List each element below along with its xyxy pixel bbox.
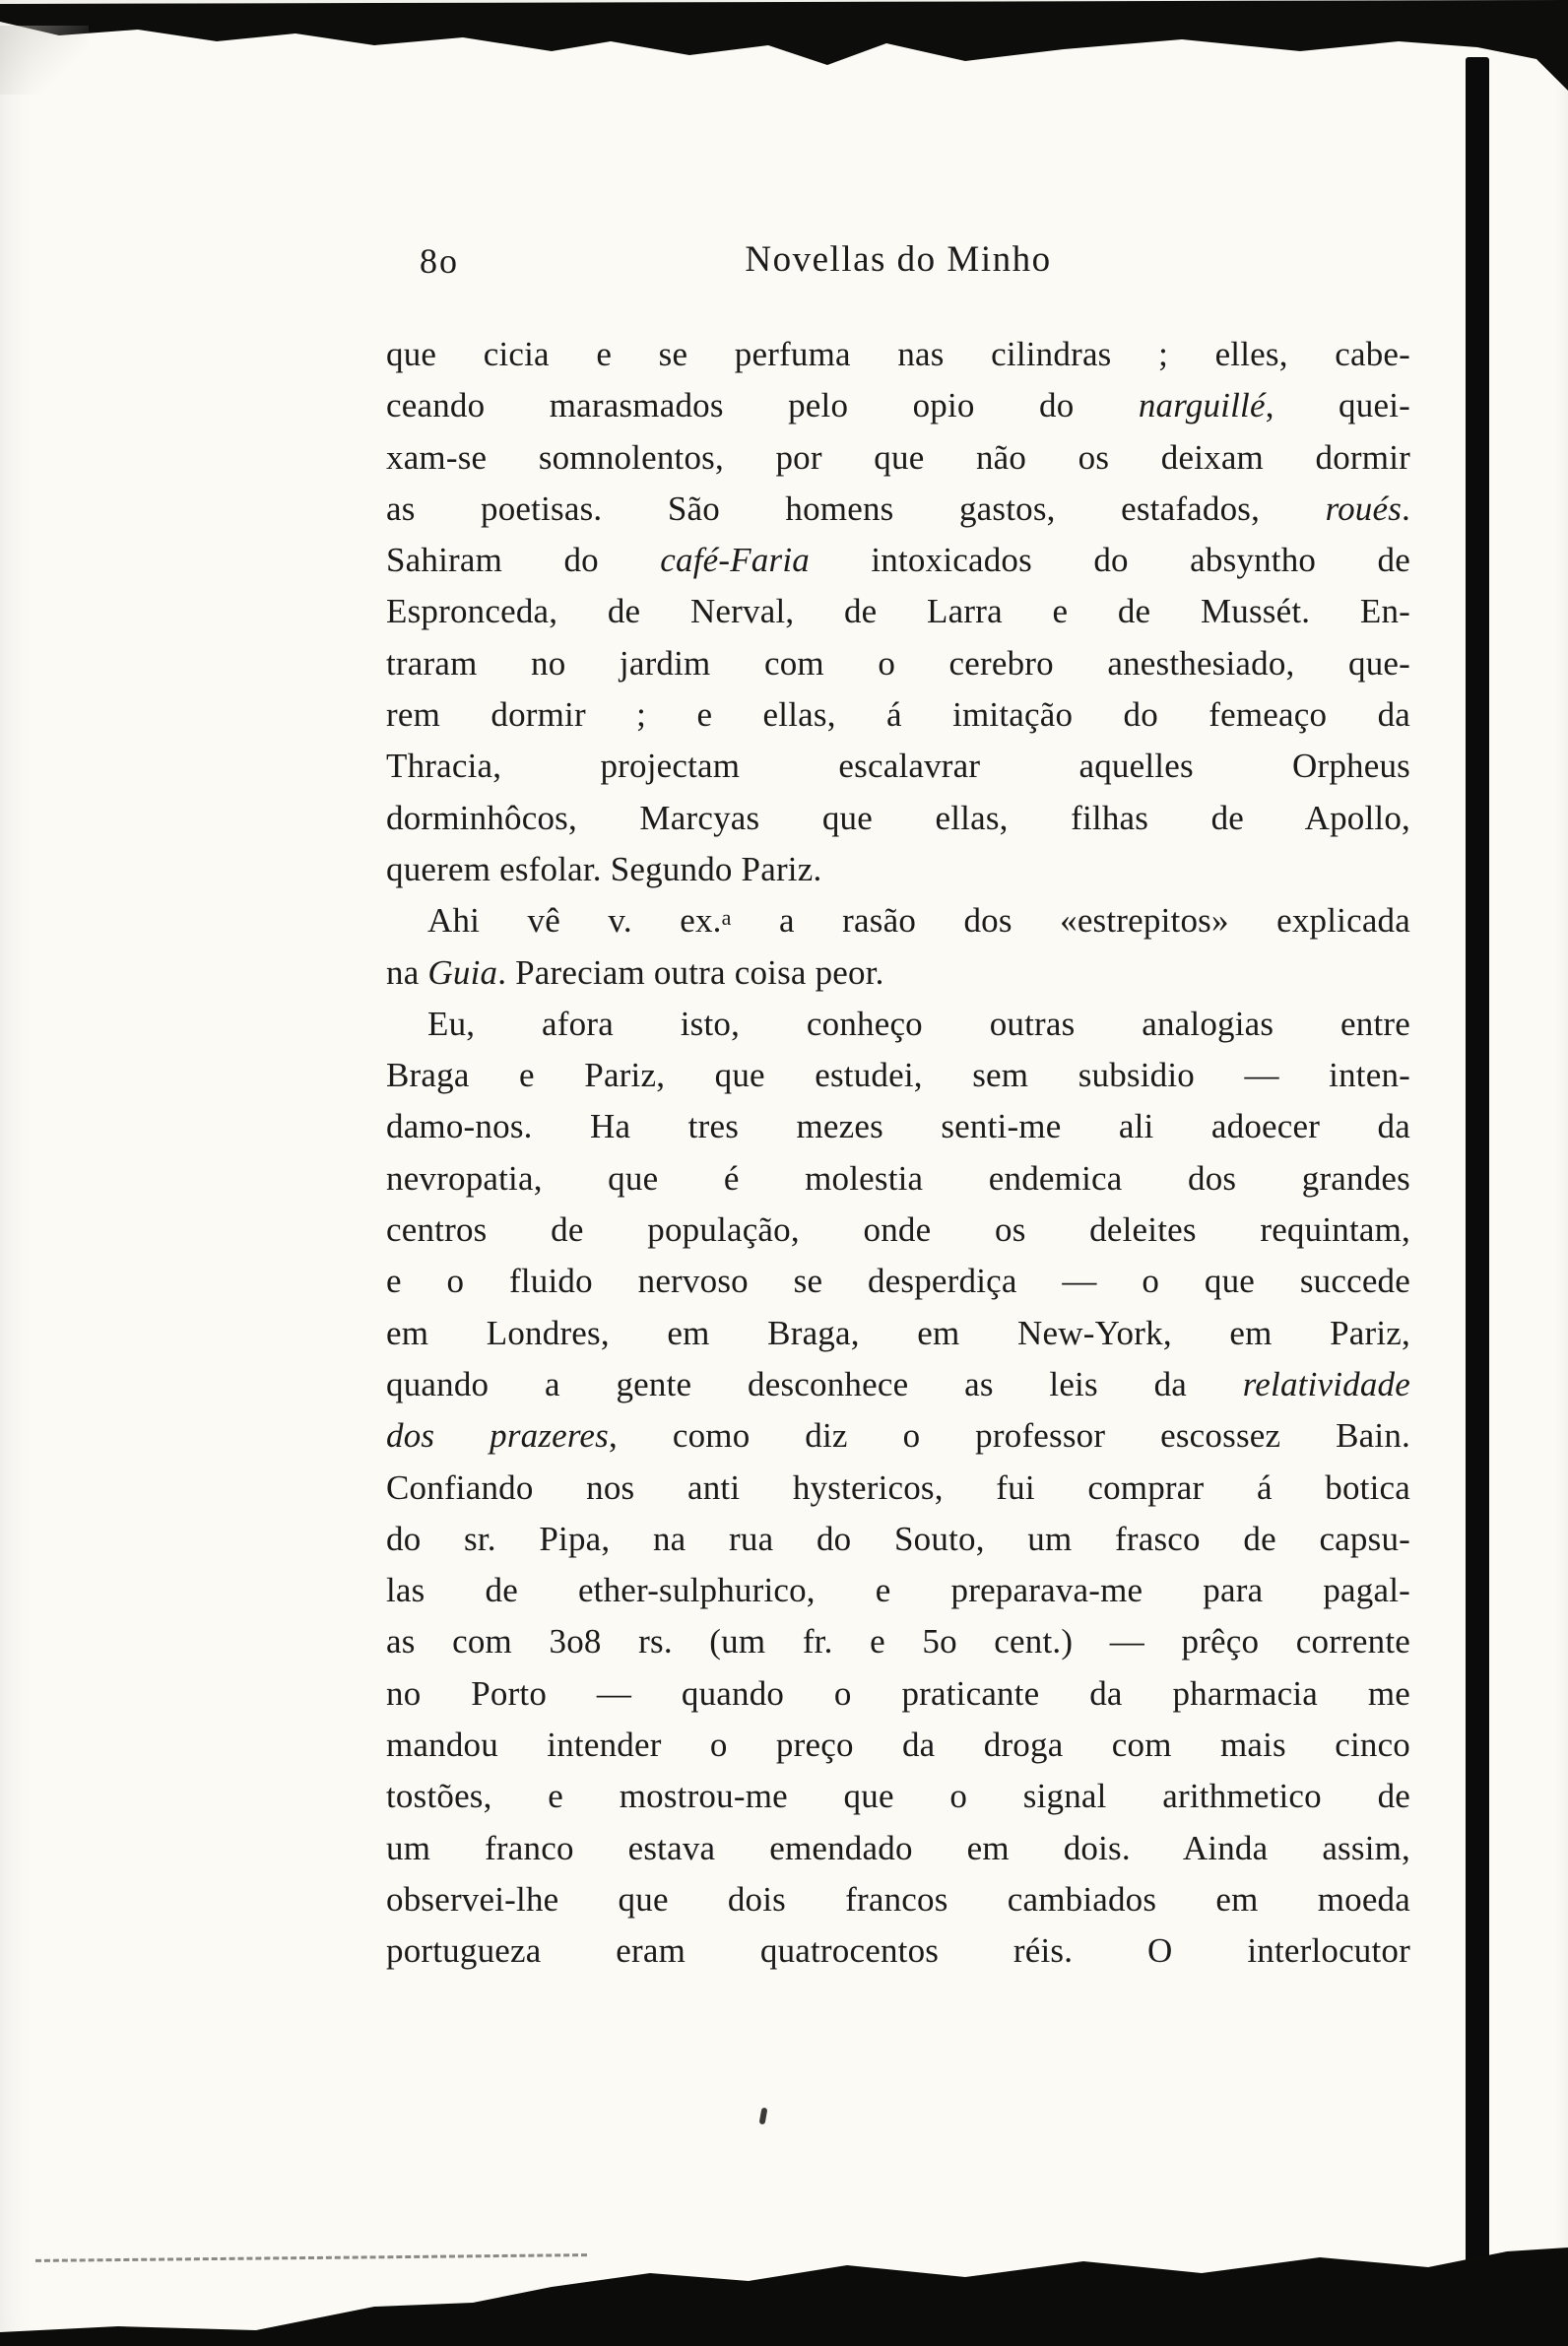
italic-text: café-Faria [660, 541, 810, 580]
body-text: ceando marasmados pelo opio do [386, 386, 1139, 425]
body-text: em Londres, em Braga, em New-York, em Pariz, [386, 1313, 1410, 1352]
body-text: do sr. Pipa, na rua do Souto, um frasco de capsu- [386, 1519, 1410, 1558]
scan-edge-top [0, 0, 1568, 94]
text-line [386, 1463, 1410, 1514]
text-line [386, 844, 1410, 895]
body-text: Eu, afora isto, conheço outras analogias entre [427, 1004, 1410, 1043]
text-line [386, 484, 1410, 535]
scan-speck [759, 2108, 768, 2125]
scan-edge-bottom [0, 2248, 1568, 2346]
text-line [386, 1410, 1410, 1462]
body-text: tostões, e mostrou-me que o signal arithmetico de [386, 1777, 1410, 1816]
text-line [386, 1101, 1410, 1152]
text-line [386, 638, 1410, 689]
body-text: las de ether-sulphurico, e preparava-me para pagal- [386, 1571, 1410, 1610]
text-line [386, 1308, 1410, 1359]
body-text: as poetisas. São homens gastos, estafados, [386, 489, 1326, 528]
text-line [386, 1514, 1410, 1565]
text-line [386, 380, 1410, 431]
body-text: nevropatia, que é molestia endemica dos grandes [386, 1158, 1410, 1198]
text-line [386, 1050, 1410, 1101]
text-line [386, 1823, 1410, 1874]
text-block [386, 329, 1410, 1978]
text-line [386, 329, 1410, 380]
body-text: a rasão dos «estrepitos» explicada [731, 901, 1410, 941]
italic-text: narguillé [1138, 386, 1266, 425]
italic-text: Guia [427, 952, 498, 992]
text-line [386, 1668, 1410, 1720]
text-line [386, 1925, 1410, 1977]
text-line [386, 1359, 1410, 1410]
body-text: Braga e Pariz, que estudei, sem subsidio — inten- [386, 1056, 1410, 1095]
italic-text: relatividade [1242, 1364, 1410, 1403]
text-line [386, 947, 1410, 999]
body-text: rem dormir ; e ellas, á imitação do femeaço da [386, 695, 1410, 735]
page-crease-dashed-line [35, 2253, 587, 2262]
text-line [386, 535, 1410, 586]
body-text: xam-se somnolentos, por que não os deixam dormir [386, 437, 1410, 477]
text-line [386, 1771, 1410, 1822]
italic-text: roués [1325, 489, 1403, 528]
page-number: 8o [420, 241, 459, 281]
body-text: Espronceda, de Nerval, de Larra e de Mussét. En- [386, 592, 1410, 631]
body-text: um franco estava emendado em dois. Ainda assim, [386, 1828, 1410, 1867]
body-text: dorminhôcos, Marcyas que ellas, filhas de Apollo, [386, 798, 1410, 837]
body-text: mandou intender o preço da droga com mais cinco [386, 1726, 1410, 1765]
body-text: centros de população, onde os deleites requintam, [386, 1210, 1410, 1250]
body-text: Thracia, projectam escalavrar aquelles Orpheus [386, 747, 1410, 786]
body-text: querem esfolar. Segundo Pariz. [386, 849, 822, 888]
text-line [386, 793, 1410, 844]
text-line [386, 689, 1410, 741]
text-line [386, 432, 1410, 484]
page-title: Novellas do Minho [745, 239, 1052, 280]
running-header [386, 238, 1410, 295]
body-text: , como diz o professor escossez Bain. [608, 1416, 1410, 1456]
body-text: , quei- [1265, 386, 1410, 425]
body-text: intoxicados do absyntho de [809, 541, 1410, 580]
text-line [386, 1720, 1410, 1771]
body-text: Ahi vê v. ex. [427, 901, 722, 941]
body-text: traram no jardim com o cerebro anesthesiado, que- [386, 643, 1410, 683]
body-text: portugueza eram quatrocentos réis. O interlocutor [386, 1931, 1410, 1971]
text-line [386, 741, 1410, 792]
body-text: . [1402, 489, 1410, 528]
body-text: na [386, 952, 428, 992]
body-text: e o fluido nervoso se desperdiça — o que succede [386, 1262, 1410, 1301]
body-text: Sahiram do [386, 541, 661, 580]
body-text: . Pareciam outra coisa peor. [497, 952, 884, 992]
body-text: as com 3o8 rs. (um fr. e 5o cent.) — prêço corrente [386, 1622, 1410, 1662]
body-text: observei-lhe que dois francos cambiados em moeda [386, 1879, 1410, 1919]
body-text: Confiando nos anti hystericos, fui comprar á botica [386, 1467, 1410, 1507]
text-line [386, 1874, 1410, 1925]
text-line [386, 1616, 1410, 1667]
body-text: que cicia e se perfuma nas cilindras ; elles, cabe- [386, 335, 1410, 373]
superscript-text: a [721, 905, 732, 931]
scan-gutter-bar-right [1466, 57, 1489, 2281]
corner-shadow [0, 26, 89, 95]
body-text: no Porto — quando o praticante da pharmacia me [386, 1673, 1410, 1713]
text-line [386, 586, 1410, 637]
text-line [386, 999, 1410, 1050]
text-line [386, 895, 1410, 946]
body-text: quando a gente desconhece as leis da [386, 1364, 1243, 1403]
body-text: damo-nos. Ha tres mezes senti-me ali adoecer da [386, 1107, 1410, 1146]
text-line [386, 1565, 1410, 1616]
italic-text: dos prazeres [386, 1416, 609, 1456]
text-line [386, 1256, 1410, 1307]
text-line [386, 1153, 1410, 1205]
text-line [386, 1205, 1410, 1256]
page-content [386, 238, 1410, 1978]
